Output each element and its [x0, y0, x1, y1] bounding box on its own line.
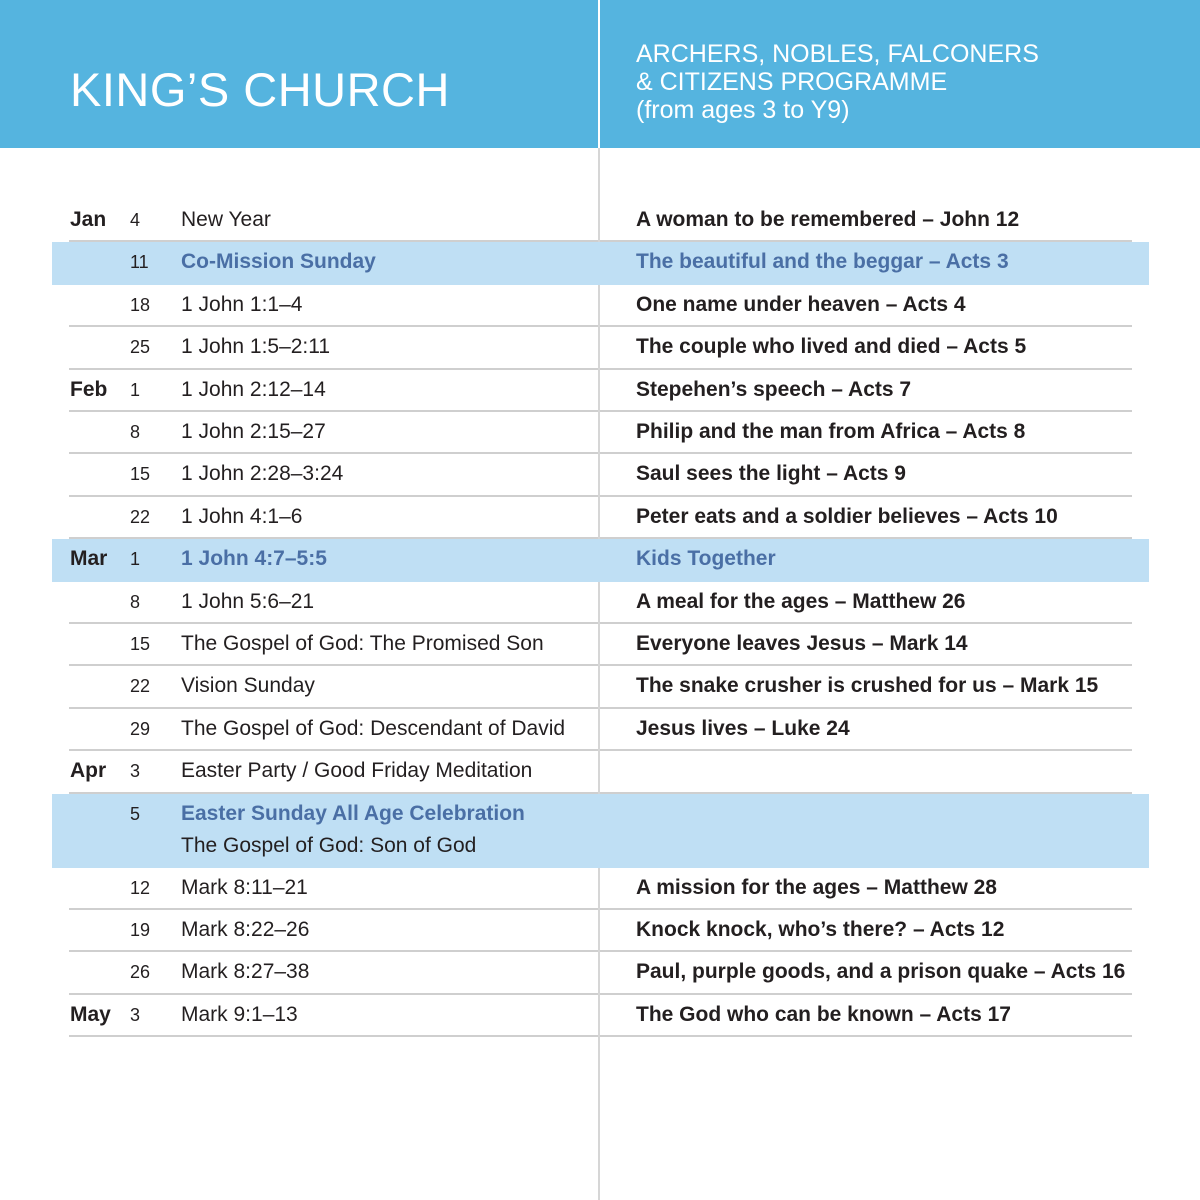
schedule-row: [0, 370, 1200, 412]
church-title: KING’S CHURCH: [70, 63, 450, 116]
kids-lesson: The couple who lived and died – Acts 5: [636, 335, 1027, 359]
sermon-title: 1 John 1:1–4: [181, 292, 303, 316]
kids-lesson: A mission for the ages – Matthew 28: [636, 875, 997, 899]
sermon-title: Mark 8:11–21: [181, 875, 308, 899]
sermon-title: 1 John 5:6–21: [181, 589, 315, 613]
day-number: 11: [130, 252, 149, 273]
schedule-row: [0, 995, 1200, 1037]
day-number: 12: [130, 877, 151, 898]
day-number: 15: [130, 464, 151, 485]
programme-title: [636, 40, 1039, 124]
kids-lesson: Stepehen’s speech – Acts 7: [636, 377, 912, 401]
sermon-title: Easter Sunday All Age Celebration: [181, 801, 525, 825]
day-number: 29: [130, 718, 151, 739]
schedule-row: [0, 666, 1200, 708]
row-rule-left: [69, 1035, 598, 1037]
header-divider: [598, 0, 600, 148]
kids-lesson: One name under heaven – Acts 4: [636, 292, 966, 316]
day-number: 3: [130, 761, 141, 782]
kids-lesson: The God who can be known – Acts 17: [636, 1002, 1011, 1026]
schedule-row: [0, 242, 1200, 284]
programme-title-line-1: ARCHERS, NOBLES, FALCONERS: [636, 40, 1039, 68]
kids-lesson: Knock knock, who’s there? – Acts 12: [636, 918, 1005, 941]
schedule-row: [0, 539, 1200, 581]
day-number: 3: [130, 1004, 141, 1025]
programme-title-line-2: & CITIZENS PROGRAMME: [636, 68, 948, 96]
schedule-row: [0, 582, 1200, 624]
day-number: 8: [130, 422, 141, 442]
schedule-row: [0, 709, 1200, 751]
sermon-title: Mark 8:22–26: [181, 918, 310, 941]
schedule-row: [0, 200, 1200, 242]
sermon-subtitle: The Gospel of God: Son of God: [181, 833, 477, 857]
kids-lesson: The snake crusher is crushed for us – Mark 15: [636, 674, 1099, 698]
schedule-row: [0, 624, 1200, 666]
sermon-title: Easter Party / Good Friday Meditation: [181, 759, 533, 783]
kids-lesson: Everyone leaves Jesus – Mark 14: [636, 632, 968, 655]
schedule-row: [0, 868, 1200, 910]
sermon-title: 1 John 1:5–2:11: [181, 335, 331, 359]
day-number: 8: [130, 591, 141, 612]
sermon-title: 1 John 2:15–27: [181, 420, 326, 443]
sermon-title: New Year: [181, 208, 271, 231]
day-number: 5: [130, 803, 141, 824]
schedule-row: [0, 285, 1200, 327]
schedule-row: [0, 794, 1200, 868]
day-number: 1: [130, 549, 141, 570]
sermon-title: 1 John 4:7–5:5: [181, 547, 327, 571]
day-number: 19: [130, 920, 151, 940]
schedule-row: [0, 952, 1200, 994]
day-number: 4: [130, 210, 141, 230]
day-number: 25: [130, 337, 151, 358]
kids-lesson: Jesus lives – Luke 24: [636, 716, 850, 740]
month-label: Feb: [70, 377, 108, 401]
schedule-row: [0, 751, 1200, 793]
day-number: 26: [130, 962, 151, 983]
programme-title-line-3: (from ages 3 to Y9): [636, 96, 850, 124]
kids-lesson: Kids Together: [636, 547, 776, 571]
schedule-row: [0, 910, 1200, 952]
sermon-title: 1 John 4:1–6: [181, 504, 303, 528]
kids-lesson: Paul, purple goods, and a prison quake – Acts 16: [636, 960, 1126, 984]
kids-lesson: Philip and the man from Africa – Acts 8: [636, 420, 1026, 443]
sermon-title: Vision Sunday: [181, 674, 315, 698]
sermon-title: The Gospel of God: The Promised Son: [181, 632, 544, 655]
day-number: 15: [130, 634, 151, 654]
sermon-title: The Gospel of God: Descendant of David: [181, 716, 566, 740]
day-number: 1: [130, 379, 141, 400]
sermon-title: 1 John 2:12–14: [181, 377, 326, 401]
kids-lesson: Peter eats and a soldier believes – Acts 10: [636, 504, 1058, 528]
schedule-row: [0, 454, 1200, 496]
schedule-row: [0, 497, 1200, 539]
month-label: Jan: [70, 208, 107, 231]
kids-lesson: A woman to be remembered – John 12: [636, 208, 1020, 231]
month-label: Apr: [70, 759, 107, 783]
sermon-title: Mark 8:27–38: [181, 960, 310, 984]
day-number: 22: [130, 676, 151, 697]
kids-lesson: The beautiful and the beggar – Acts 3: [636, 250, 1009, 274]
month-label: Mar: [70, 547, 108, 571]
sermon-title: Co-Mission Sunday: [181, 250, 376, 274]
schedule-row: [0, 327, 1200, 369]
sermon-title: 1 John 2:28–3:24: [181, 462, 344, 486]
sermon-title: Mark 9:1–13: [181, 1002, 298, 1026]
kids-lesson: A meal for the ages – Matthew 26: [636, 589, 966, 613]
header-banner: [0, 0, 1200, 148]
kids-lesson: Saul sees the light – Acts 9: [636, 462, 906, 486]
day-number: 22: [130, 506, 151, 527]
schedule-row: [0, 412, 1200, 454]
day-number: 18: [130, 294, 151, 315]
row-rule-right: [600, 1035, 1132, 1037]
month-label: May: [70, 1002, 111, 1026]
